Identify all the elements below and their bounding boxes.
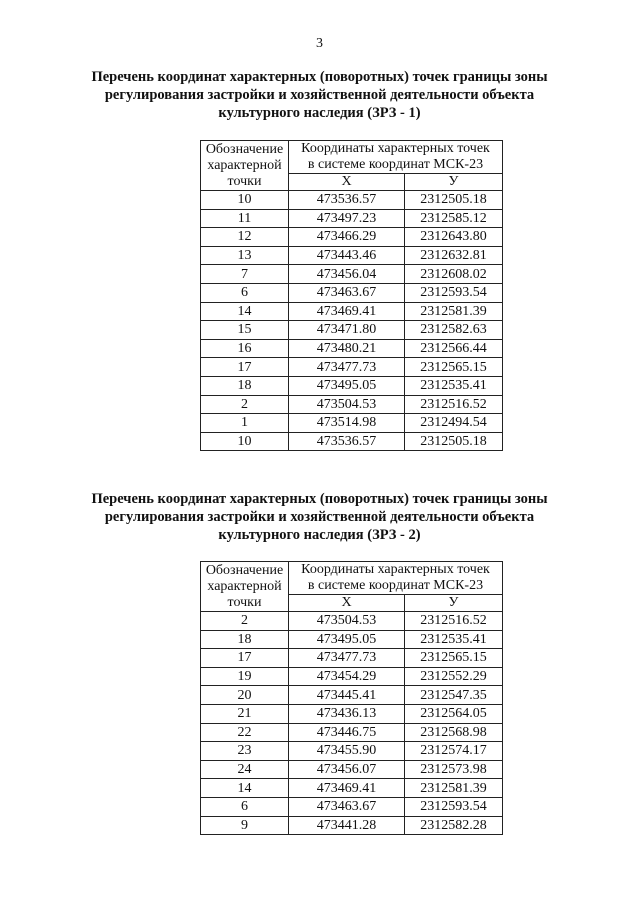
table-row: [201, 191, 503, 210]
point-number-cell: 13: [201, 246, 289, 265]
point-number-cell: 2: [201, 395, 289, 414]
x-coordinate-cell: 473471.80: [289, 321, 405, 340]
point-number-cell: 18: [201, 376, 289, 395]
y-column-header: У: [405, 174, 503, 191]
coordinates-table-zrz-1: [200, 140, 503, 451]
x-coordinate-cell: 473445.41: [289, 686, 405, 705]
x-coordinate-cell: 473463.67: [289, 283, 405, 302]
title-line: регулирования застройки и хозяйственной деятельности объекта: [104, 87, 535, 103]
y-coordinate-cell: 2312564.05: [405, 704, 503, 723]
table-row: [201, 686, 503, 705]
table-row: [201, 302, 503, 321]
point-number-cell: 1: [201, 414, 289, 433]
table-row: [201, 376, 503, 395]
y-coordinate-cell: 2312582.28: [405, 816, 503, 835]
x-column-header: X: [289, 174, 405, 191]
point-number-cell: 15: [201, 321, 289, 340]
x-coordinate-cell: 473463.67: [289, 797, 405, 816]
y-coordinate-cell: 2312516.52: [405, 395, 503, 414]
table-row: [201, 228, 503, 247]
y-coordinate-cell: 2312547.35: [405, 686, 503, 705]
table-row: [201, 432, 503, 451]
point-number-cell: 9: [201, 816, 289, 835]
table-row: [201, 630, 503, 649]
header-line: в системе координат МСК-23: [307, 578, 484, 593]
y-coordinate-cell: 2312565.15: [405, 358, 503, 377]
point-number-cell: 2: [201, 612, 289, 631]
title-line: Перечень координат характерных (поворотных) точек границы зоны: [91, 491, 548, 507]
header-line: Обозначение: [205, 142, 284, 157]
table-row: [201, 704, 503, 723]
point-number-cell: 17: [201, 649, 289, 668]
point-number-cell: 10: [201, 432, 289, 451]
table-row: [201, 283, 503, 302]
x-coordinate-cell: 473504.53: [289, 395, 405, 414]
y-coordinate-cell: 2312632.81: [405, 246, 503, 265]
title-line: Перечень координат характерных (поворотных) точек границы зоны: [91, 69, 548, 85]
table-row: [201, 414, 503, 433]
y-coordinate-cell: 2312505.18: [405, 432, 503, 451]
point-number-cell: 6: [201, 797, 289, 816]
table-row: [201, 649, 503, 668]
point-number-cell: 12: [201, 228, 289, 247]
table-row: [201, 723, 503, 742]
table-row: [201, 339, 503, 358]
table-row: [201, 321, 503, 340]
coords-column-header: [289, 141, 503, 174]
x-coordinate-cell: 473495.05: [289, 376, 405, 395]
title-line: культурного наследия (ЗРЗ - 1): [218, 105, 421, 121]
x-coordinate-cell: 473456.04: [289, 265, 405, 284]
table-row: [201, 395, 503, 414]
coords-column-header: [289, 562, 503, 595]
point-column-header: [201, 562, 289, 612]
header-line: характерной: [207, 158, 282, 173]
y-coordinate-cell: 2312608.02: [405, 265, 503, 284]
x-coordinate-cell: 473469.41: [289, 302, 405, 321]
point-number-cell: 17: [201, 358, 289, 377]
title-line: регулирования застройки и хозяйственной деятельности объекта: [104, 509, 535, 525]
x-coordinate-cell: 473469.41: [289, 779, 405, 798]
point-number-cell: 19: [201, 667, 289, 686]
y-coordinate-cell: 2312593.54: [405, 797, 503, 816]
table-body: [201, 612, 503, 835]
point-column-header: [201, 141, 289, 191]
y-coordinate-cell: 2312494.54: [405, 414, 503, 433]
y-coordinate-cell: 2312585.12: [405, 209, 503, 228]
y-coordinate-cell: 2312516.52: [405, 612, 503, 631]
point-number-cell: 22: [201, 723, 289, 742]
x-coordinate-cell: 473477.73: [289, 358, 405, 377]
coordinates-table-zrz-2: [200, 561, 503, 835]
x-coordinate-cell: 473456.07: [289, 760, 405, 779]
point-number-cell: 18: [201, 630, 289, 649]
point-number-cell: 14: [201, 302, 289, 321]
y-coordinate-cell: 2312574.17: [405, 742, 503, 761]
y-coordinate-cell: 2312593.54: [405, 283, 503, 302]
x-coordinate-cell: 473504.53: [289, 612, 405, 631]
section-title-zrz-2: [60, 490, 579, 544]
x-coordinate-cell: 473495.05: [289, 630, 405, 649]
y-coordinate-cell: 2312568.98: [405, 723, 503, 742]
point-number-cell: 23: [201, 742, 289, 761]
table-row: [201, 667, 503, 686]
x-column-header: X: [289, 595, 405, 612]
x-coordinate-cell: 473536.57: [289, 191, 405, 210]
y-coordinate-cell: 2312552.29: [405, 667, 503, 686]
point-number-cell: 24: [201, 760, 289, 779]
table-row: [201, 779, 503, 798]
point-number-cell: 21: [201, 704, 289, 723]
x-coordinate-cell: 473454.29: [289, 667, 405, 686]
header-line: характерной: [207, 579, 282, 594]
table-row: [201, 265, 503, 284]
point-number-cell: 16: [201, 339, 289, 358]
header-line: в системе координат МСК-23: [307, 157, 484, 172]
table-row: [201, 797, 503, 816]
header-line: Координаты характерных точек: [301, 141, 490, 156]
header-line: точки: [227, 174, 262, 189]
y-coordinate-cell: 2312643.80: [405, 228, 503, 247]
y-coordinate-cell: 2312535.41: [405, 376, 503, 395]
point-number-cell: 11: [201, 209, 289, 228]
point-number-cell: 20: [201, 686, 289, 705]
table-row: [201, 246, 503, 265]
point-number-cell: 10: [201, 191, 289, 210]
y-column-header: У: [405, 595, 503, 612]
y-coordinate-cell: 2312505.18: [405, 191, 503, 210]
table-row: [201, 742, 503, 761]
y-coordinate-cell: 2312581.39: [405, 302, 503, 321]
point-number-cell: 14: [201, 779, 289, 798]
point-number-cell: 7: [201, 265, 289, 284]
table-row: [201, 209, 503, 228]
table-row: [201, 358, 503, 377]
table-row: [201, 612, 503, 631]
x-coordinate-cell: 473455.90: [289, 742, 405, 761]
title-line: культурного наследия (ЗРЗ - 2): [218, 527, 421, 543]
point-number-cell: 6: [201, 283, 289, 302]
x-coordinate-cell: 473446.75: [289, 723, 405, 742]
y-coordinate-cell: 2312535.41: [405, 630, 503, 649]
x-coordinate-cell: 473466.29: [289, 228, 405, 247]
x-coordinate-cell: 473443.46: [289, 246, 405, 265]
x-coordinate-cell: 473436.13: [289, 704, 405, 723]
x-coordinate-cell: 473480.21: [289, 339, 405, 358]
x-coordinate-cell: 473497.23: [289, 209, 405, 228]
header-line: Координаты характерных точек: [301, 562, 490, 577]
y-coordinate-cell: 2312565.15: [405, 649, 503, 668]
x-coordinate-cell: 473477.73: [289, 649, 405, 668]
y-coordinate-cell: 2312573.98: [405, 760, 503, 779]
y-coordinate-cell: 2312582.63: [405, 321, 503, 340]
x-coordinate-cell: 473441.28: [289, 816, 405, 835]
section-title-zrz-1: [60, 68, 579, 122]
x-coordinate-cell: 473514.98: [289, 414, 405, 433]
table-row: [201, 760, 503, 779]
page-number: 3: [316, 36, 323, 51]
x-coordinate-cell: 473536.57: [289, 432, 405, 451]
table-row: [201, 816, 503, 835]
y-coordinate-cell: 2312566.44: [405, 339, 503, 358]
header-line: Обозначение: [205, 563, 284, 578]
y-coordinate-cell: 2312581.39: [405, 779, 503, 798]
header-line: точки: [227, 595, 262, 610]
table-body: [201, 191, 503, 451]
